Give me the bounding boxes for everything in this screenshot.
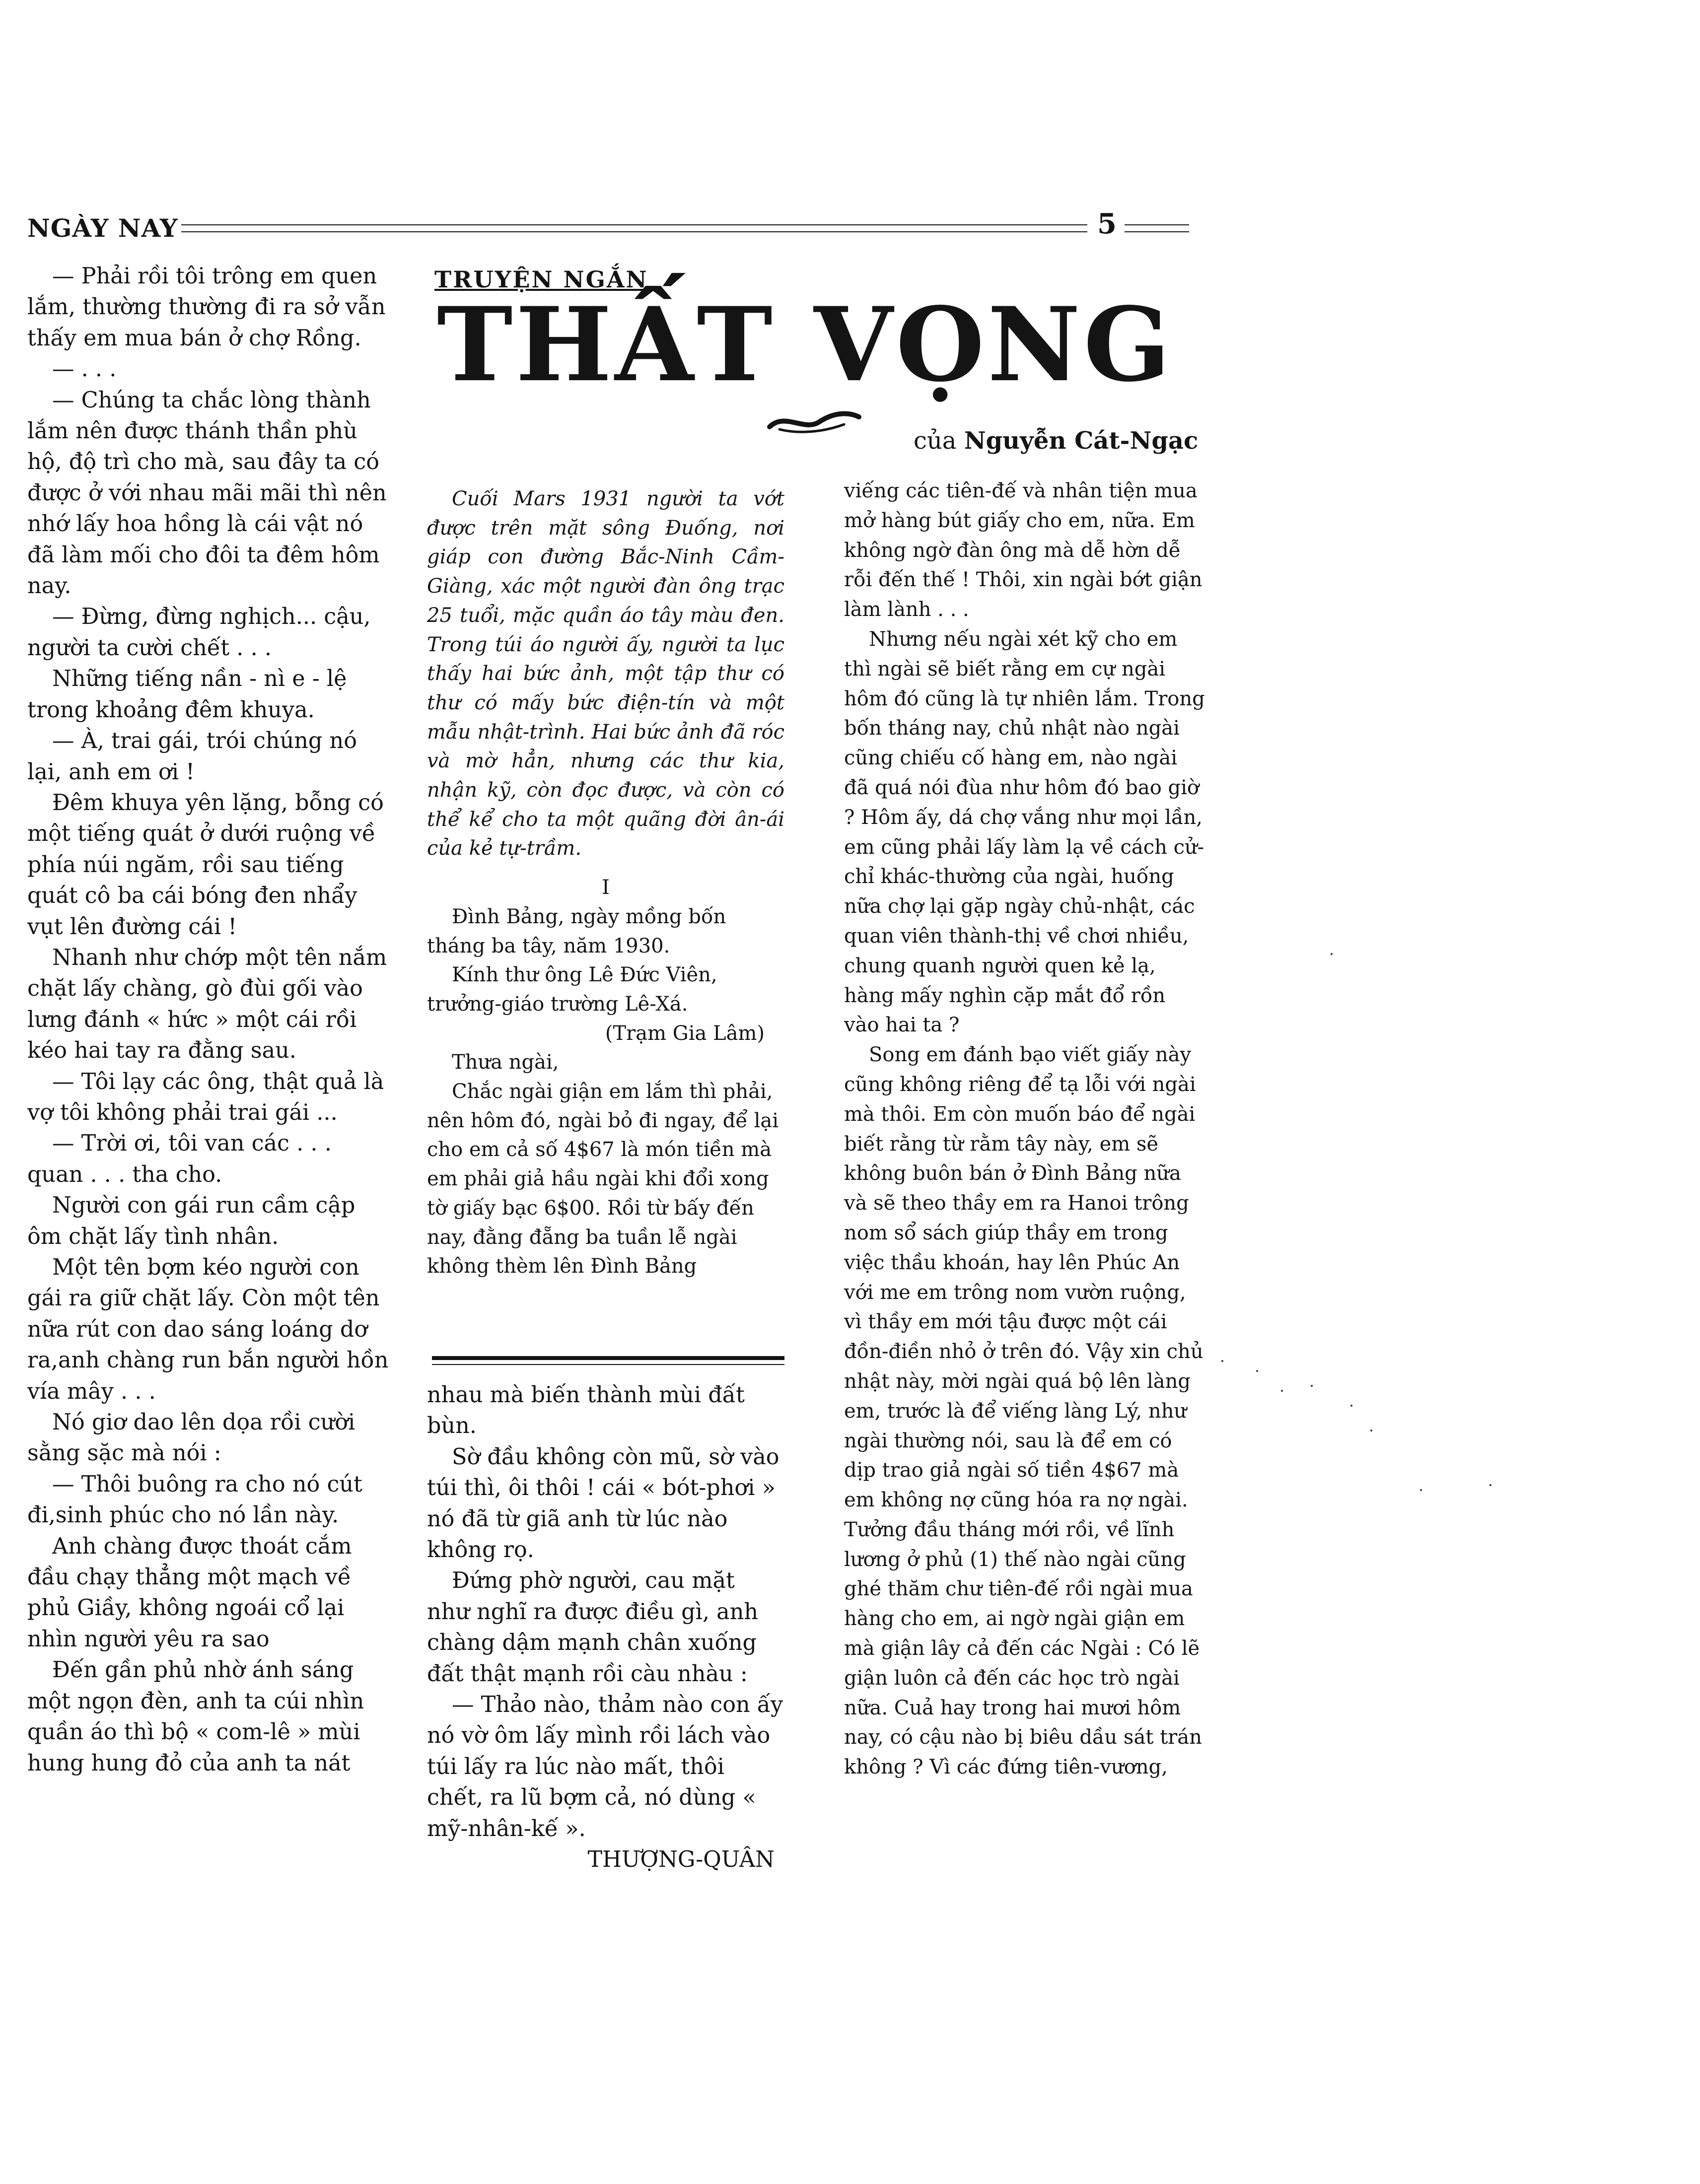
letter-dateline: Đình Bảng, ngày mồng bốn tháng ba tây, năm 1930. (427, 905, 726, 957)
paragraph: Nhưng nếu ngài xét kỹ cho em thì ngài sẽ biết rằng em cự ngài hôm đó cũng là tự nhiên lắm. Trong bốn tháng nay, chủ nhật nào ngài cũng chiếu cố hàng em, nào ngài đã quá nói đùa như hôm đó bao giờ ? Hôm ấy, dá chợ vắng như mọi lần, em cũng phải lấy làm lạ về cách cử-chỉ khác-thường của ngài, huống nữa chợ lại gặp ngày chủ-nhật, các quan viên thành-thị về chơi nhiều, chung quanh người quen kẻ lạ, hàng mấy nghìn cặp mắt đổ rồn vào hai ta ? (844, 627, 1205, 1037)
paragraph: Đứng phờ người, cau mặt như nghĩ ra được điều gì, anh chàng dậm mạnh chân xuống đất thật mạnh rồi càu nhàu : (427, 1568, 759, 1687)
header-rule-bottom (181, 231, 1087, 232)
paragraph: viếng các tiên-đế và nhân tiện mua mở hàng bút giấy cho em, nữa. Em không ngờ đàn ông mà dễ hờn dễ rỗi đến thế ! Thôi, xin ngài bớt giận làm lành . . . (844, 479, 1203, 621)
paragraph: Nhanh như chớp một tên nắm chặt lấy chàng, gò đùi gối vào lưng đánh « hức » một cái rồi kéo hai tay ra đằng sau. (27, 945, 387, 1064)
paragraph: Những tiếng nần - nì e - lệ trong khoảng đêm khuya. (27, 666, 347, 723)
story-author (914, 427, 1198, 455)
author-prefix: của (914, 427, 957, 455)
paragraph: Sờ đầu không còn mũ, sờ vào túi thì, ôi thôi ! cái « bót-phơi » nó đã từ giã anh từ lúc nào không rọ. (427, 1444, 779, 1563)
left-column (27, 261, 390, 1779)
paragraph: — Đừng, đừng nghịch... cậu, người ta cười chết . . . (27, 604, 371, 661)
letter-address: Kính thư ông Lê Đức Viên, trưởng-giáo trường Lê-Xá. (427, 963, 717, 1016)
story-title: THẤT VỌNG (437, 285, 1174, 405)
header-rule-right-top (1125, 224, 1189, 225)
paragraph: — Trời ơi, tôi van các . . . quan . . . tha cho. (27, 1131, 332, 1187)
story-kicker: TRUYỆN NGẮN (434, 266, 648, 293)
paragraph: — À, trai gái, trói chúng nó lại, anh em ơi ! (27, 728, 357, 785)
paragraph: — Phải rồi tôi trông em quen lắm, thường thường đi ra sở vẫn thấy em mua bán ở chợ Rồng. (27, 264, 386, 351)
author-name: Nguyễn Cát-Ngạc (964, 427, 1199, 455)
column-divider (432, 1356, 784, 1360)
paragraph: Người con gái run cầm cập ôm chặt lấy tình nhân. (27, 1193, 355, 1249)
flourish-ornament (765, 407, 864, 437)
letter-address-note: (Trạm Gia Lâm) (605, 1022, 765, 1045)
paragraph: — Thôi buông ra cho nó cút đi,sinh phúc cho nó lần này. (27, 1471, 362, 1528)
middle-column-bottom (427, 1380, 784, 1876)
middle-column-top (427, 484, 784, 1281)
letter-body: Chắc ngài giận em lắm thì phải, nên hôm đó, ngài bỏ đi ngay, để lại cho em cả số 4$67 là món tiền mà em phải giả hầu ngài khi đổi xong tờ giấy bạc 6$00. Rồi từ bấy đến nay, đằng đẵng ba tuần lễ ngài không thèm lên Đình Bảng (427, 1080, 779, 1278)
section-number: I (602, 876, 610, 899)
paragraph: Một tên bợm kéo người con gái ra giữ chặt lấy. Còn một tên nữa rút con dao sáng loáng dơ ra,anh chàng run bắn người hồn vía mây . . . (27, 1255, 389, 1404)
header-rule-top (181, 224, 1087, 225)
paragraph: Đêm khuya yên lặng, bỗng có một tiếng quát ở dưới ruộng về phía núi ngăm, rồi sau tiếng quát cô ba cái bóng đen nhẩy vụt lên đường cái ! (27, 790, 384, 940)
paragraph: Nó giơ dao lên dọa rồi cười sằng sặc mà nói : (27, 1410, 355, 1466)
paragraph: — . . . (52, 356, 117, 382)
page-number: 5 (1097, 207, 1117, 240)
paragraph: — Tôi lạy các ông, thật quả là vợ tôi không phải trai gái ... (27, 1069, 384, 1125)
letter-salutation: Thưa ngài, (452, 1051, 559, 1074)
story-intro: Cuối Mars 1931 người ta vớt được trên mặt sông Đuống, nơi giáp con đường Bắc-Ninh Cầm-Giàng, xác một người đàn ông trạc 25 tuổi, mặc quần áo tây màu đen. Trong túi áo người ấy, người ta lục thấy hai bức ảnh, một tập thư có thư có mấy bức điện-tín và một mẫu nhật-trình. Hai bức ảnh đã róc và mờ hẳn, nhưng các thư kia, nhận kỹ, còn đọc được, và còn có thể kể cho ta một quãng đời ân-ái của kẻ tự-trầm. (427, 487, 784, 860)
publication-name: NGÀY NAY (27, 213, 178, 243)
paragraph: nhau mà biến thành mùi đất bùn. (427, 1382, 745, 1439)
paragraph: — Chúng ta chắc lòng thành lắm nên được thánh thần phù hộ, độ trì cho mà, sau đây ta có được ở với nhau mãi mãi thì nên nhớ lấy hoa hồng là cái vật nó đã làm mối cho đôi ta đêm hôm nay. (27, 387, 387, 599)
paragraph: Đến gần phủ nhờ ánh sáng một ngọn đèn, anh ta cúi nhìn quần áo thì bộ « com-lê » mùi hung hung đỏ của anh ta nát (27, 1657, 364, 1776)
paragraph: Anh chàng được thoát cắm đầu chạy thẳng một mạch về phủ Giầy, không ngoái cổ lại nhìn người yêu ra sao (27, 1533, 352, 1652)
signature: THƯỢNG-QUÂN (587, 1847, 775, 1873)
paragraph: Song em đánh bạo viết giấy này cũng không riêng để tạ lỗi với ngài mà thôi. Em còn muốn báo để ngài biết rằng từ rằm tây này, em sẽ không buôn bán ở Đình Bảng nữa và sẽ theo thầy em ra Hanoi trông nom sổ sách giúp thầy em trong việc thầu khoán, hay lên Phúc An với me em trông nom vườn ruộng, vì thầy em mới tậu được một cái đồn-điền nhỏ ở trên đó. Vậy xin chủ nhật này, mời ngài quá bộ lên làng em, trước là để viếng làng Lý, như ngài thường nói, sau là để em có dịp trao giả ngài số tiền 4$67 mà em không nợ cũng hóa ra nợ ngài. Tưởng đầu tháng mới rồi, về lĩnh lương ở phủ (1) thế nào ngài cũng ghé thăm chư tiên-đế rồi ngài mua hàng cho em, ai ngờ ngài giận em mà giận lây cả đến các Ngài : Có lẽ giận luôn cả đến các học trò ngài nữa. Cuả hay trong hai mươi hôm nay, có cậu nào bị biêu dầu sát trán không ? Vì các đứng tiên-vương, (844, 1043, 1204, 1779)
header-rule-right-bottom (1125, 231, 1189, 232)
right-column (844, 477, 1206, 1782)
paragraph: — Thảo nào, thảm nào con ấy nó vờ ôm lấy mình rồi lách vào túi lấy ra lúc nào mất, thôi chết, ra lũ bợm cả, nó dùng « mỹ-nhân-kế ». (427, 1692, 783, 1842)
column-divider-thin (432, 1364, 784, 1365)
